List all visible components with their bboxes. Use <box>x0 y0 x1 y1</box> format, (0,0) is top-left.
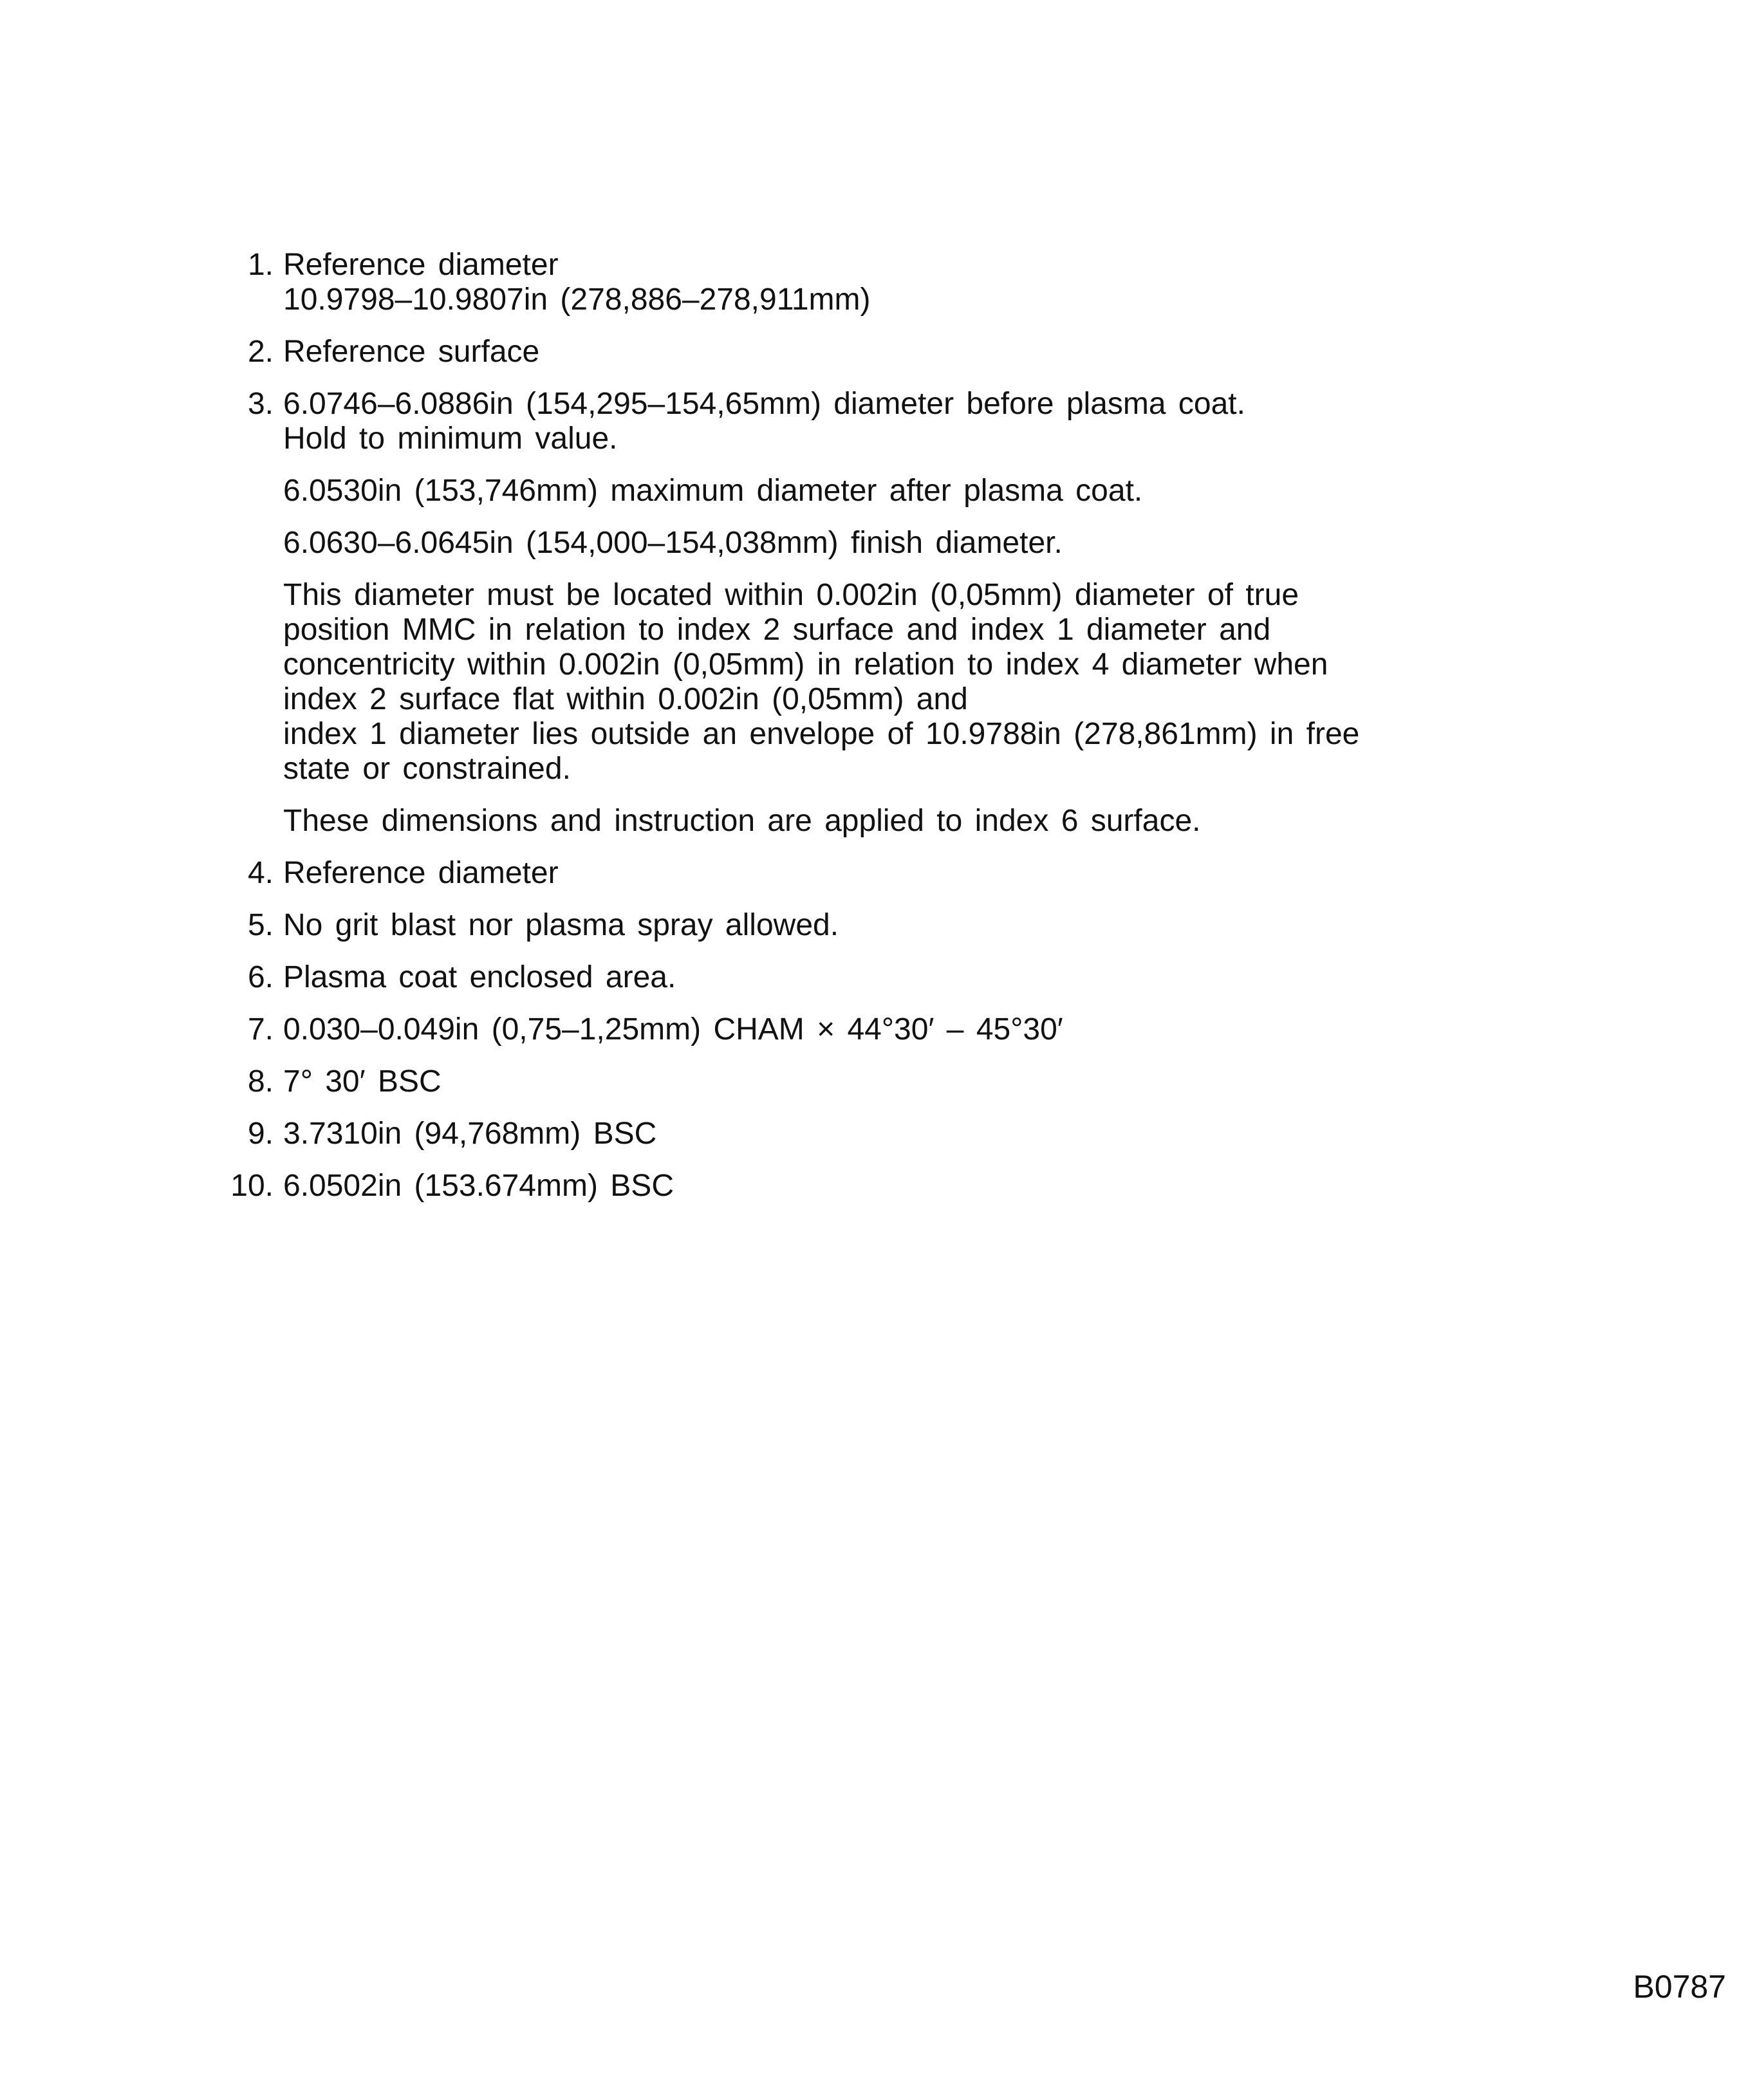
note-body <box>283 387 1586 839</box>
note-line: Reference diameter <box>283 248 559 282</box>
note-body <box>283 1012 1586 1047</box>
note-line: 10.9798–10.9807in (278,886–278,911mm) <box>283 283 871 317</box>
note-body <box>283 1117 1586 1151</box>
note-number: 9. <box>247 1117 274 1151</box>
note-item <box>222 1064 1586 1099</box>
note-item <box>222 387 1586 839</box>
document-id: B0787 <box>1633 1969 1726 2005</box>
note-item <box>222 335 1586 369</box>
note-line: 6.0530in (153,746mm) maximum diameter after plasma coat. <box>283 474 1143 508</box>
note-item <box>222 960 1586 995</box>
note-line: state or constrained. <box>283 752 571 786</box>
note-item <box>222 1169 1586 1203</box>
note-paragraph <box>283 474 1586 508</box>
note-line: Reference surface <box>283 335 540 369</box>
note-line: 0.030–0.049in (0,75–1,25mm) CHAM × 44°30′ – 45°30′ <box>283 1012 1063 1046</box>
note-line: index 1 diameter lies outside an envelope of 10.9788in (278,861mm) in free <box>283 717 1360 751</box>
note-body <box>283 908 1586 943</box>
note-line: 6.0502in (153.674mm) BSC <box>283 1169 674 1203</box>
note-line: 7° 30′ BSC <box>283 1064 442 1099</box>
note-line: Reference diameter <box>283 856 559 890</box>
note-item <box>222 1117 1586 1151</box>
note-body <box>283 248 1586 317</box>
notes-list <box>222 248 1586 1221</box>
note-item <box>222 248 1586 317</box>
note-paragraph <box>283 804 1586 839</box>
note-item <box>222 1012 1586 1047</box>
note-line: Plasma coat enclosed area. <box>283 960 676 994</box>
note-body <box>283 1169 1586 1203</box>
note-line: Hold to minimum value. <box>283 422 618 456</box>
note-body <box>283 1064 1586 1099</box>
note-line: concentricity within 0.002in (0,05mm) in relation to index 4 diameter when <box>283 647 1328 682</box>
note-number: 8. <box>247 1064 274 1099</box>
note-line: 6.0630–6.0645in (154,000–154,038mm) finish diameter. <box>283 526 1063 560</box>
note-body <box>283 960 1586 995</box>
note-body <box>283 335 1586 369</box>
note-item <box>222 856 1586 891</box>
note-line: position MMC in relation to index 2 surface and index 1 diameter and <box>283 613 1271 647</box>
note-paragraph <box>283 526 1586 561</box>
note-number: 3. <box>247 387 274 421</box>
note-number: 7. <box>247 1012 274 1046</box>
note-line: 3.7310in (94,768mm) BSC <box>283 1117 657 1151</box>
note-line: No grit blast nor plasma spray allowed. <box>283 908 839 942</box>
note-line: 6.0746–6.0886in (154,295–154,65mm) diameter before plasma coat. <box>283 387 1245 421</box>
note-number: 2. <box>247 335 274 369</box>
note-line: index 2 surface flat within 0.002in (0,05mm) and <box>283 682 968 716</box>
note-number: 10. <box>230 1169 274 1203</box>
note-number: 5. <box>247 908 274 942</box>
note-paragraph <box>283 578 1586 786</box>
note-number: 6. <box>247 960 274 994</box>
note-number: 4. <box>247 856 274 890</box>
note-line: This diameter must be located within 0.002in (0,05mm) diameter of true <box>283 578 1299 612</box>
note-body <box>283 856 1586 891</box>
note-line: These dimensions and instruction are applied to index 6 surface. <box>283 804 1201 838</box>
note-number: 1. <box>247 248 274 282</box>
note-item <box>222 908 1586 943</box>
